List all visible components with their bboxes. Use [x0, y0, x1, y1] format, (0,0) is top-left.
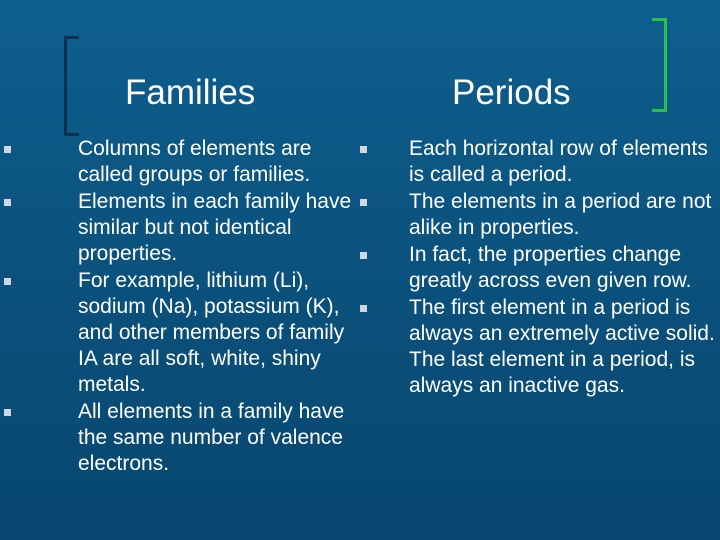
list-item	[360, 136, 716, 188]
list-item-text: In fact, the properties change greatly across even given row.	[409, 243, 692, 292]
square-bullet-icon	[360, 146, 367, 153]
list-item-text: The first element in a period is always an extremely active solid. The last element in a period, is always an inactive gas.	[409, 296, 715, 397]
right-bracket-decoration	[652, 18, 667, 112]
list-item-text: Columns of elements are called groups or families.	[78, 137, 312, 186]
list-item	[360, 189, 716, 241]
periods-column	[360, 136, 716, 400]
square-bullet-icon	[360, 305, 367, 312]
periods-heading: Periods	[452, 73, 571, 112]
square-bullet-icon	[4, 146, 11, 153]
list-item-text: All elements in a family have the same number of valence electrons.	[78, 400, 345, 475]
families-heading: Families	[125, 73, 256, 112]
square-bullet-icon	[360, 252, 367, 259]
square-bullet-icon	[4, 409, 11, 416]
list-item-text: For example, lithium (Li), sodium (Na), potassium (K), and other members of family IA are all soft, white, shiny metals.	[78, 269, 345, 396]
square-bullet-icon	[4, 199, 11, 206]
square-bullet-icon	[4, 278, 11, 285]
list-item	[360, 295, 716, 399]
list-item	[4, 399, 359, 477]
left-bracket-decoration	[64, 36, 79, 136]
square-bullet-icon	[360, 199, 367, 206]
list-item-text: Elements in each family have similar but not identical properties.	[78, 190, 352, 265]
list-item	[4, 136, 359, 188]
list-item	[4, 189, 359, 267]
families-column	[4, 136, 359, 478]
list-item-text: The elements in a period are not alike in properties.	[409, 190, 712, 239]
list-item	[360, 242, 716, 294]
periods-list	[360, 136, 716, 399]
list-item	[4, 268, 359, 398]
families-list	[4, 136, 359, 477]
list-item-text: Each horizontal row of elements is called a period.	[409, 137, 708, 186]
